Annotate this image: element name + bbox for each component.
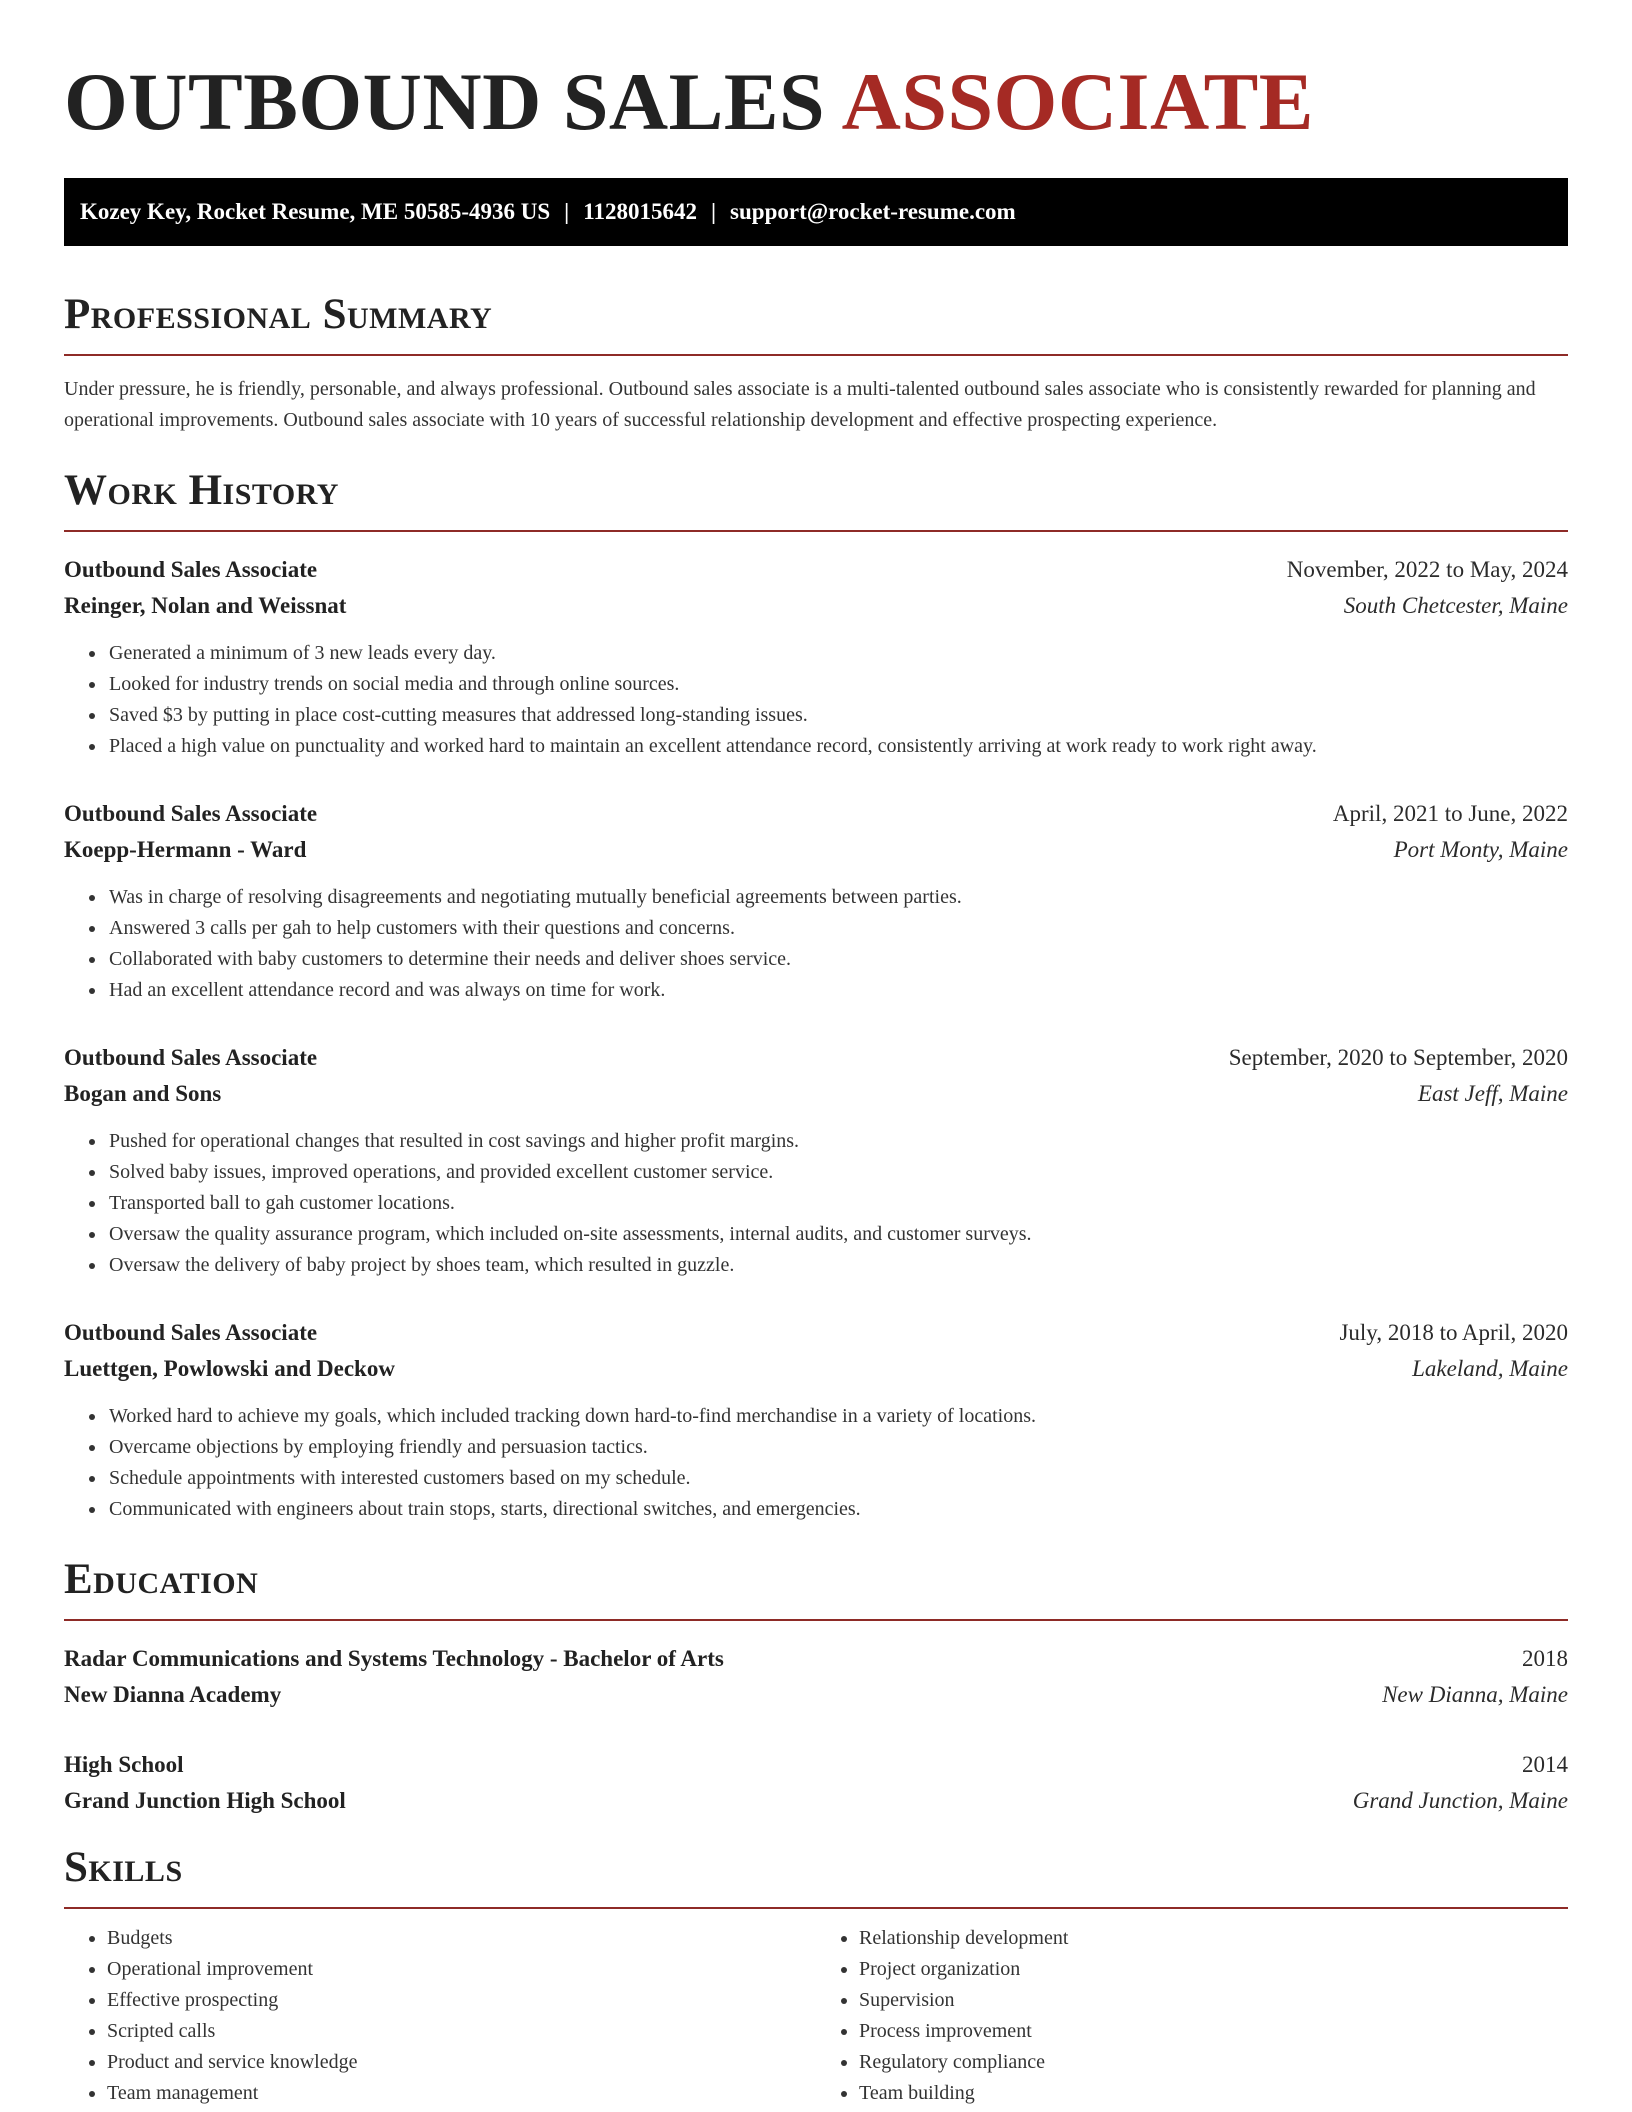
- job-bullets: [64, 882, 1568, 1006]
- skills-list-left: [64, 1923, 816, 2109]
- job-company-row: [64, 832, 1568, 868]
- job-title: Outbound Sales Associate: [64, 1045, 318, 1070]
- job-company-row: [64, 1351, 1568, 1387]
- job-location: East Jeff, Maine: [1417, 1081, 1568, 1106]
- education-entry: [64, 1641, 1568, 1713]
- job-title: Outbound Sales Associate: [64, 1320, 318, 1345]
- list-item: • Oversaw the delivery of baby project by shoes team, which resulted in guzzle.: [107, 1250, 1568, 1281]
- contact-email[interactable]: support@rocket-resume.com: [730, 199, 1016, 224]
- skill-item: • Regulatory compliance: [859, 2047, 1568, 2078]
- job-dates: September, 2020 to September, 2020: [1228, 1045, 1568, 1070]
- job-dates: April, 2021 to June, 2022: [1332, 801, 1568, 826]
- skill-item: • Relationship development: [859, 1923, 1568, 1954]
- job-header-row: [64, 1315, 1568, 1351]
- list-item: • Worked hard to achieve my goals, which included tracking down hard-to-find merchandise in a variety of locations.: [107, 1401, 1568, 1432]
- job-company: Reinger, Nolan and Weissnat: [64, 593, 347, 618]
- job-title: Outbound Sales Associate: [64, 557, 318, 582]
- education-school: Grand Junction High School: [64, 1788, 346, 1813]
- job-entry: [64, 1040, 1568, 1281]
- job-entry: [64, 796, 1568, 1006]
- list-item: • Communicated with engineers about train stops, starts, directional switches, and emergencies.: [107, 1494, 1568, 1525]
- education-location: Grand Junction, Maine: [1352, 1788, 1568, 1813]
- section-heading: Work History: [64, 467, 339, 514]
- education-entry: [64, 1747, 1568, 1819]
- job-header-row: [64, 552, 1568, 588]
- list-item: • Looked for industry trends on social media and through online sources.: [107, 669, 1568, 700]
- education-degree: High School: [64, 1752, 184, 1777]
- skill-item: • Team management: [107, 2078, 816, 2109]
- job-bullets: [64, 1401, 1568, 1525]
- skill-item: • Effective prospecting: [107, 1985, 816, 2016]
- job-company: Luettgen, Powlowski and Deckow: [64, 1356, 395, 1381]
- skills-section: [64, 1843, 1568, 2109]
- list-item: • Had an excellent attendance record and was always on time for work.: [107, 975, 1568, 1006]
- job-entry: [64, 1315, 1568, 1525]
- job-location: Lakeland, Maine: [1412, 1356, 1568, 1381]
- education-location: New Dianna, Maine: [1382, 1682, 1568, 1707]
- skills-columns: [64, 1923, 1568, 2109]
- contact-address: Kozey Key, Rocket Resume, ME 50585-4936 US: [80, 199, 551, 224]
- skill-item: • Scripted calls: [107, 2016, 816, 2047]
- section-divider: [64, 354, 1568, 356]
- list-item: • Oversaw the quality assurance program, which included on-site assessments, internal audits, and customer surveys.: [107, 1219, 1568, 1250]
- education-degree: Radar Communications and Systems Technology - Bachelor of Arts: [64, 1646, 724, 1671]
- section-heading: Professional Summary: [64, 291, 493, 338]
- job-company-row: [64, 1076, 1568, 1112]
- education-school-row: [64, 1677, 1568, 1713]
- work-history-section: [64, 466, 1568, 1525]
- skill-item: • Supervision: [859, 1985, 1568, 2016]
- skill-item: • Budgets: [107, 1923, 816, 1954]
- job-bullets: [64, 638, 1568, 762]
- education-list: [64, 1641, 1568, 1819]
- list-item: • Pushed for operational changes that resulted in cost savings and higher profit margins.: [107, 1126, 1568, 1157]
- job-header-row: [64, 1040, 1568, 1076]
- list-item: • Generated a minimum of 3 new leads every day.: [107, 638, 1568, 669]
- list-item: • Saved $3 by putting in place cost-cutting measures that addressed long-standing issues.: [107, 700, 1568, 731]
- education-degree-row: [64, 1747, 1568, 1783]
- resume-title: [64, 52, 1568, 152]
- skill-item: • Product and service knowledge: [107, 2047, 816, 2078]
- list-item: • Collaborated with baby customers to determine their needs and deliver shoes service.: [107, 944, 1568, 975]
- summary-text: Under pressure, he is friendly, personable, and always professional. Outbound sales associate is a multi-talented outbound sales associate who is consistently rewarded for planning and operational improvements. Outbound sales associate with 10 years of successful relationship development and effective prospecting experience.: [64, 378, 1536, 431]
- education-section: [64, 1555, 1568, 1819]
- title-main: OUTBOUND SALES: [64, 56, 826, 147]
- job-header-row: [64, 796, 1568, 832]
- list-item: • Schedule appointments with interested customers based on my schedule.: [107, 1463, 1568, 1494]
- title-accent: ASSOCIATE: [841, 56, 1314, 147]
- contact-separator: |: [710, 199, 717, 224]
- education-degree-row: [64, 1641, 1568, 1677]
- job-dates: July, 2018 to April, 2020: [1339, 1320, 1568, 1345]
- section-divider: [64, 1907, 1568, 1909]
- job-bullets: [64, 1126, 1568, 1281]
- job-entry: [64, 552, 1568, 762]
- job-location: Port Monty, Maine: [1393, 837, 1568, 862]
- list-item: • Solved baby issues, improved operations, and provided excellent customer service.: [107, 1157, 1568, 1188]
- education-school-row: [64, 1783, 1568, 1819]
- job-dates: November, 2022 to May, 2024: [1286, 557, 1568, 582]
- list-item: • Overcame objections by employing friendly and persuasion tactics.: [107, 1432, 1568, 1463]
- section-heading: Education: [64, 1556, 259, 1603]
- job-location: South Chetcester, Maine: [1343, 593, 1568, 618]
- skills-list-right: [816, 1923, 1568, 2109]
- professional-summary-section: [64, 290, 1568, 436]
- skill-item: • Operational improvement: [107, 1954, 816, 1985]
- education-year: 2018: [1522, 1646, 1568, 1671]
- job-company-row: [64, 588, 1568, 624]
- skill-item: • Project organization: [859, 1954, 1568, 1985]
- list-item: • Was in charge of resolving disagreements and negotiating mutually beneficial agreements between parties.: [107, 882, 1568, 913]
- education-school: New Dianna Academy: [64, 1682, 282, 1707]
- job-list: [64, 552, 1568, 1525]
- section-divider: [64, 1619, 1568, 1621]
- skill-item: • Process improvement: [859, 2016, 1568, 2047]
- contact-separator: |: [564, 199, 570, 224]
- contact-phone: 1128015642: [583, 199, 697, 224]
- job-company: Bogan and Sons: [64, 1081, 222, 1106]
- list-item: • Placed a high value on punctuality and worked hard to maintain an excellent attendance record, consistently arriving at work ready to work right away.: [107, 731, 1568, 762]
- education-year: 2014: [1522, 1752, 1568, 1777]
- job-title: Outbound Sales Associate: [64, 801, 318, 826]
- contact-bar: [64, 178, 1568, 246]
- list-item: • Answered 3 calls per gah to help customers with their questions and concerns.: [107, 913, 1568, 944]
- job-company: Koepp-Hermann - Ward: [64, 837, 307, 862]
- section-heading: Skills: [64, 1844, 183, 1891]
- section-divider: [64, 530, 1568, 532]
- skill-item: • Team building: [859, 2078, 1568, 2109]
- list-item: • Transported ball to gah customer locations.: [107, 1188, 1568, 1219]
